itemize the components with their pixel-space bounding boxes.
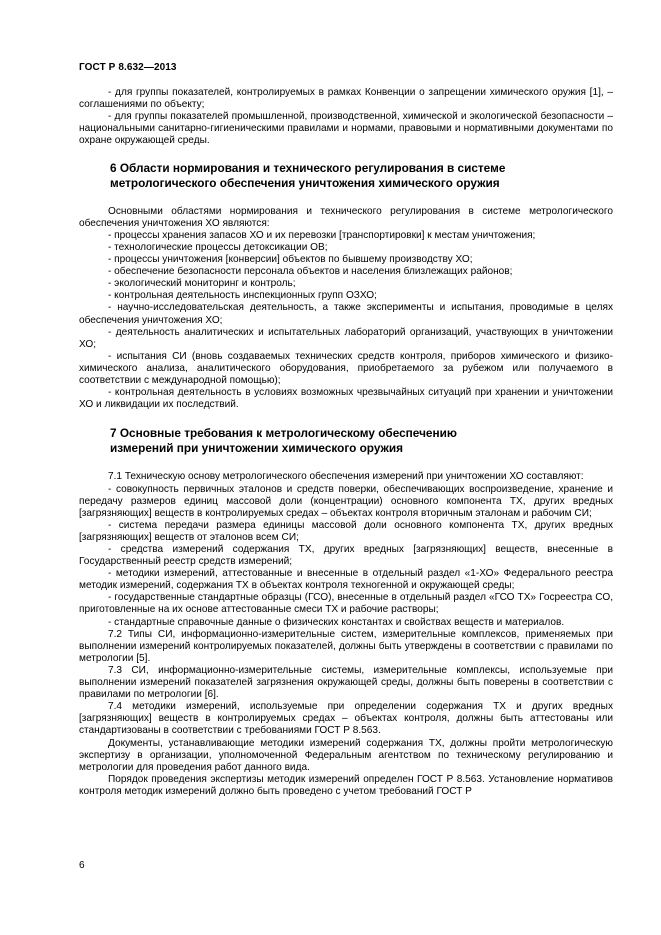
section-6-list-item: - процессы хранения запасов ХО и их перевозки [транспортировки] к местам уничтожения; — [108, 229, 536, 241]
section-7-paragraph: Порядок проведения экспертизы методик измерений определен ГОСТ Р 8.563. Установление нормативов контроля методик измерений должно быть проведено с учетом требований ГОСТ Р — [79, 773, 613, 797]
section-7-list-item: - средства измерений содержания ТХ, других вредных [загрязняющих] веществ, внесенные в Государственный реестр средств измерений; — [79, 544, 613, 568]
section-6-paragraph: Основными областями нормирования и технического регулирования в системе метрологического обеспечения уничтожения ХО являются: — [79, 205, 613, 229]
section-6-heading-line-2: метрологического обеспечения уничтожения химического оружия — [110, 176, 500, 191]
section-7-list-item: - стандартные справочные данные о физических константах и свойствах веществ и материалов. — [108, 616, 565, 628]
page-content — [79, 87, 613, 798]
section-7-list-item: - методики измерений, аттестованные и внесенные в отдельный раздел «1-ХО» Федерального реестра методик измерений, содержания ТХ в объектах контроля техногенной и окружающей среды; — [79, 568, 613, 592]
section-6-list-item: - обеспечение безопасности персонала объектов и населения близлежащих районов; — [108, 266, 513, 278]
section-6-list-item: - деятельность аналитических и испытательных лабораторий организаций, участвующих в уничтожении ХО; — [79, 326, 613, 350]
section-7-paragraph: 7.3 СИ, информационно-измерительные системы, измерительные комплексы, используемые при выполнении измерений показателей загрязнения окружающей среды, должны быть поверены в соответствии с правилами по метрологии [6]. — [79, 664, 613, 701]
section-6-list-item: - технологические процессы детоксикации ОВ; — [108, 241, 328, 253]
section-7-heading-line-1: 7 Основные требования к метрологическому обеспечению — [110, 426, 457, 441]
section-6-list-item: - контрольная деятельность инспекционных групп ОЗХО; — [108, 290, 377, 302]
section-6-list-item: - процессы уничтожения [конверсии] объектов по бывшему производству ХО; — [108, 254, 473, 266]
section-7-paragraph: 7.4 методики измерений, используемые при определении содержания ТХ и других вредных [загрязняющих] веществ в контролируемых средах – объектах контроля, должны быть аттестованы или стандартизованы в соответствии с требованиями ГОСТ Р 8.563. — [79, 701, 613, 737]
section-6-list-item: - испытания СИ (вновь создаваемых технических средств контроля, приборов химического и физико-химического анализа, аналитического оборудования, приобретаемого за рубежом или получаемого в соответствии с международной помощью); — [79, 350, 613, 386]
section-6-list-item: - экологический мониторинг и контроль; — [108, 278, 296, 290]
section-6-list-item: - контрольная деятельность в условиях возможных чрезвычайных ситуаций при хранении и уничтожении ХО и ликвидации их последствий. — [79, 387, 613, 411]
page-number: 6 — [79, 860, 85, 871]
section-6-list-item: - научно-исследовательская деятельность, а также эксперименты и испытания, проводимые в целях обеспечения уничтожения ХО; — [79, 302, 613, 326]
section-7-heading-line-2: измерений при уничтожении химического оружия — [110, 440, 404, 455]
section-7-paragraph: Документы, устанавливающие методики измерений содержания ТХ, должны пройти метрологическую экспертизу в организации, уполномоченной Федеральным агентством по техническому регулированию и метрологии для проведения работ данного вида. — [79, 737, 613, 773]
section-7-list-item: - государственные стандартные образцы (ГСО), внесенные в отдельный раздел «ГСО ТХ» Госреестра СО, приготовленные на их основе аттестованные смеси ТХ и рабочие растворы; — [79, 592, 613, 616]
section-6-heading — [79, 161, 613, 190]
section-7-paragraph: 7.2 Типы СИ, информационно-измерительные систем, измерительные комплексов, применяемых при выполнении измерений контролируемых показателей, должны быть утверждены в соответствии с правилами по метрологии [5]. — [79, 628, 613, 664]
section-7-heading — [79, 426, 613, 455]
intro-paragraph-1: - для группы показателей, контролируемых в рамках Конвенции о запрещении химического оружия [1], – соглашениями по объекту; — [79, 87, 613, 111]
section-7-paragraph: 7.1 Техническую основу метрологического обеспечения измерений при уничтожении ХО составляют: — [108, 471, 584, 483]
intro-paragraph-2: - для группы показателей промышленной, производственной, химической и экологической безопасности – национальными санитарно-гигиеническими правилами и нормами, правовыми и нормативными документами по охране окружающей среды. — [79, 111, 613, 147]
section-6-heading-line-1: 6 Области нормирования и технического регулирования в системе — [110, 161, 506, 176]
section-7-list-item: - система передачи размера единицы массовой доли основного компонента ТХ, других вредных [загрязняющих] веществ от эталонов всем СИ; — [79, 519, 613, 543]
section-7-list-item: - совокупность первичных эталонов и средств поверки, обеспечивающих воспроизведение, хранение и передачу размеров единиц массовой доли (концентрации) основного компонента ТХ, других вредных [загрязняющих] веществ в контролируемых средах – объектах контроля вторичным эталонам и рабочим СИ; — [79, 483, 613, 519]
document-header: ГОСТ Р 8.632—2013 — [79, 62, 177, 73]
